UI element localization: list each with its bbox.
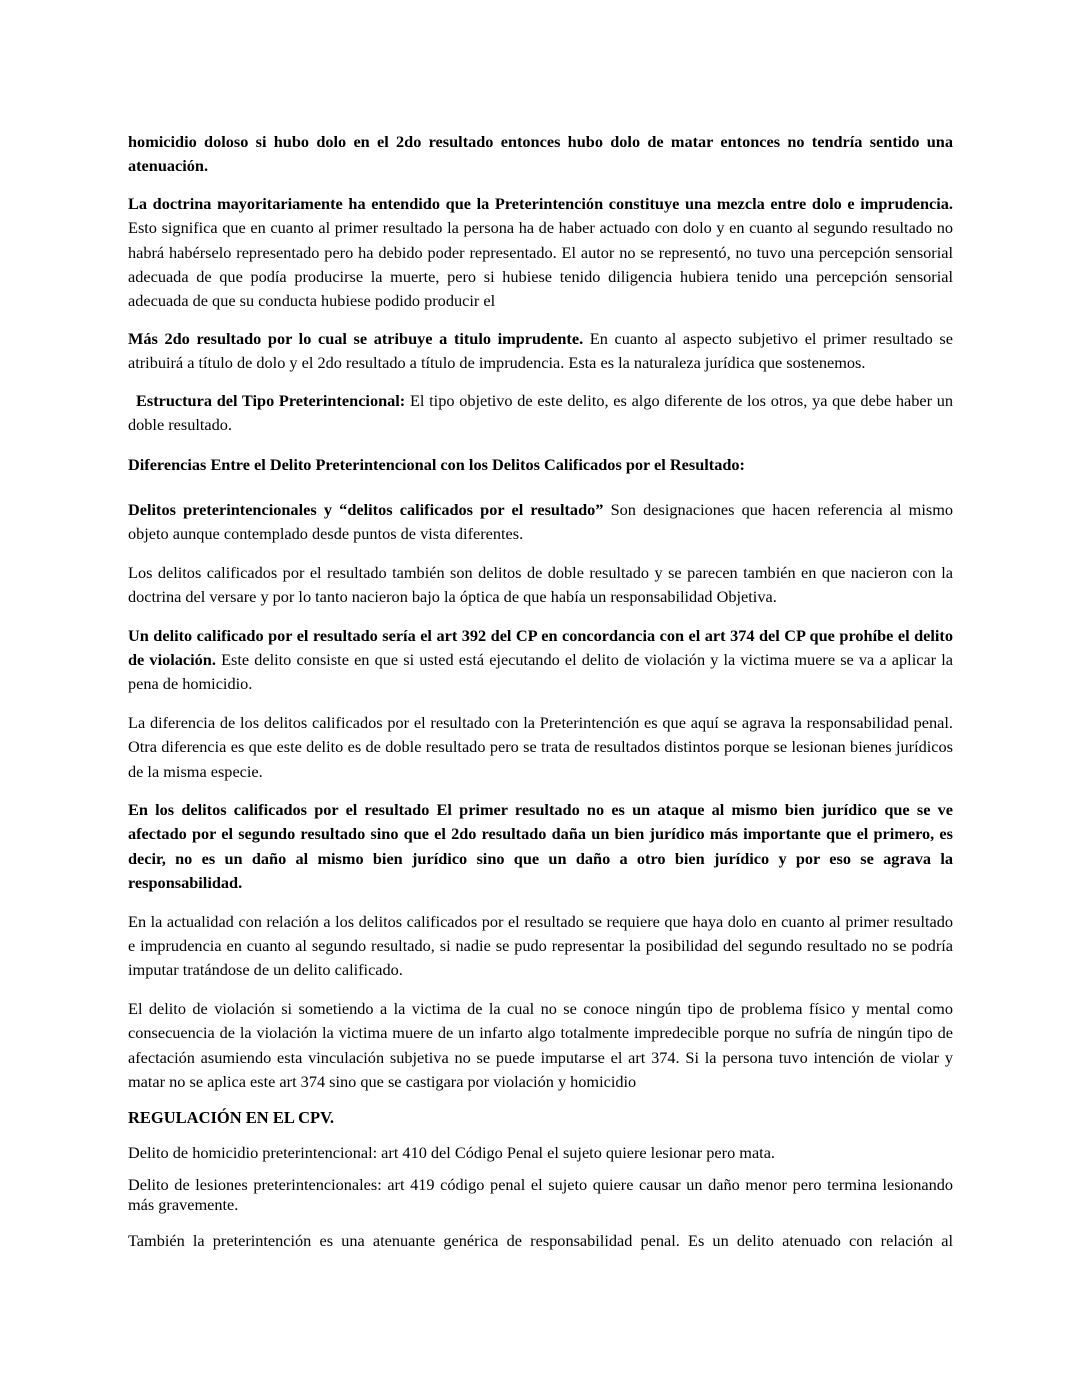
paragraph-bold-lead: Estructura del Tipo Preterintencional: bbox=[136, 390, 406, 410]
paragraph-text: Este delito consiste en que si usted está ejecutando el delito de violación y la victima muere se va a aplicar la pena de homicidio. bbox=[128, 649, 953, 694]
paragraph-actualidad: En la actualidad con relación a los delitos calificados por el resultado se requiere que haya dolo en cuanto al primer resultado e imprudencia en cuanto al segundo resultado, si nadie se pudo representar la posibilidad del segundo resultado no se podría imputar tratándose de un delito calificado. bbox=[128, 911, 953, 980]
section-heading-regulacion: REGULACIÓN EN EL CPV. bbox=[128, 1108, 334, 1128]
paragraph-text: Son designaciones que hacen referencia al mismo objeto aunque contemplado desde puntos de vista diferentes. bbox=[128, 499, 953, 544]
paragraph-art-419: Delito de lesiones preterintencionales: art 419 código penal el sujeto quiere causar un daño menor pero termina lesionando más gravemente. bbox=[128, 1175, 953, 1215]
paragraph-bold-lead: Delitos preterintencionales y “delitos calificados por el resultado” bbox=[128, 499, 604, 519]
paragraph-homicidio-doloso: homicidio doloso si hubo dolo en el 2do resultado entonces hubo dolo de matar entonces no tendría sentido una atenuación. bbox=[128, 132, 953, 176]
paragraph-art-410: Delito de homicidio preterintencional: art 410 del Código Penal el sujeto quiere lesionar pero mata. bbox=[128, 1142, 775, 1162]
paragraph-doctrina-mayoritaria bbox=[128, 192, 953, 314]
paragraph-text: En cuanto al aspecto subjetivo el primer resultado se atribuirá a título de dolo y el 2do resultado a título de imprudencia. Esta es la naturaleza jurídica que sostenemos. bbox=[128, 328, 953, 373]
paragraph-bold-lead: Más 2do resultado por lo cual se atribuye a titulo imprudente. bbox=[128, 328, 584, 348]
paragraph-atenuante: También la preterintención es una atenuante genérica de responsabilidad penal. Es un delito atenuado con relación al bbox=[128, 1231, 953, 1251]
paragraph-text: El tipo objetivo de este delito, es algo diferente de los otros, ya que debe haber un doble resultado. bbox=[128, 390, 954, 435]
paragraph-violacion: El delito de violación si sometiendo a la victima de la cual no se conoce ningún tipo de problema físico y mental como consecuencia de la violación la victima muere de un infarto algo totalmente impredecible porque no sufría de ningún tipo de afectación asumiendo esta vinculación subjetiva no se puede imputarse el art 374. Si la persona tuvo intención de violar y matar no se aplica este art 374 sino que se castigara por violación y homicidio bbox=[128, 998, 953, 1091]
paragraph-text: Esto significa que en cuanto al primer resultado la persona ha de haber actuado con dolo y en cuanto al segundo resultado no habrá habérselo representado pero ha debido poder representado. El autor no se representó, no tuvo una percepción sensorial adecuada de que podía producirse la muerte, pero si hubiese tenido diligencia hubiera tenido una percepción sensorial adecuada de que su conducta hubiese podido producir el bbox=[128, 218, 953, 311]
paragraph-designaciones bbox=[128, 498, 953, 547]
paragraph-bold-lead: La doctrina mayoritariamente ha entendido que la Preterintención constituye una mezcla entre dolo e imprudencia. bbox=[128, 193, 953, 213]
document-body bbox=[128, 130, 953, 1254]
section-heading-diferencias: Diferencias Entre el Delito Preterintencional con los Delitos Calificados por el Resultado: bbox=[128, 455, 745, 475]
paragraph-bold-lead: Un delito calificado por el resultado sería el art 392 del CP en concordancia con el art 374 del CP que prohíbe el delito de violación. bbox=[128, 625, 953, 669]
paragraph-art-392 bbox=[128, 624, 953, 697]
paragraph-estructura-tipo bbox=[128, 389, 953, 438]
paragraph-doble-resultado: Los delitos calificados por el resultado también son delitos de doble resultado y se parecen también en que nacieron con la doctrina del versare y por lo tanto nacieron bajo la óptica de que había un responsabilidad Objetiva. bbox=[128, 562, 953, 607]
paragraph-bien-juridico: En los delitos calificados por el resultado El primer resultado no es un ataque al mismo bien jurídico que se ve afectado por el segundo resultado sino que el 2do resultado daña un bien jurídico más importante que el primero, es decir, no es un daño al mismo bien jurídico sino que un daño a otro bien jurídico y por eso se agrava la responsabilidad. bbox=[128, 799, 953, 893]
paragraph-segundo-resultado bbox=[128, 327, 953, 376]
paragraph-diferencia-agrava: La diferencia de los delitos calificados por el resultado con la Preterintención es que aquí se agrava la responsabilidad penal. Otra diferencia es que este delito es de doble resultado pero se trata de resultados distintos porque se lesionan bienes jurídicos de la misma especie. bbox=[128, 712, 953, 781]
